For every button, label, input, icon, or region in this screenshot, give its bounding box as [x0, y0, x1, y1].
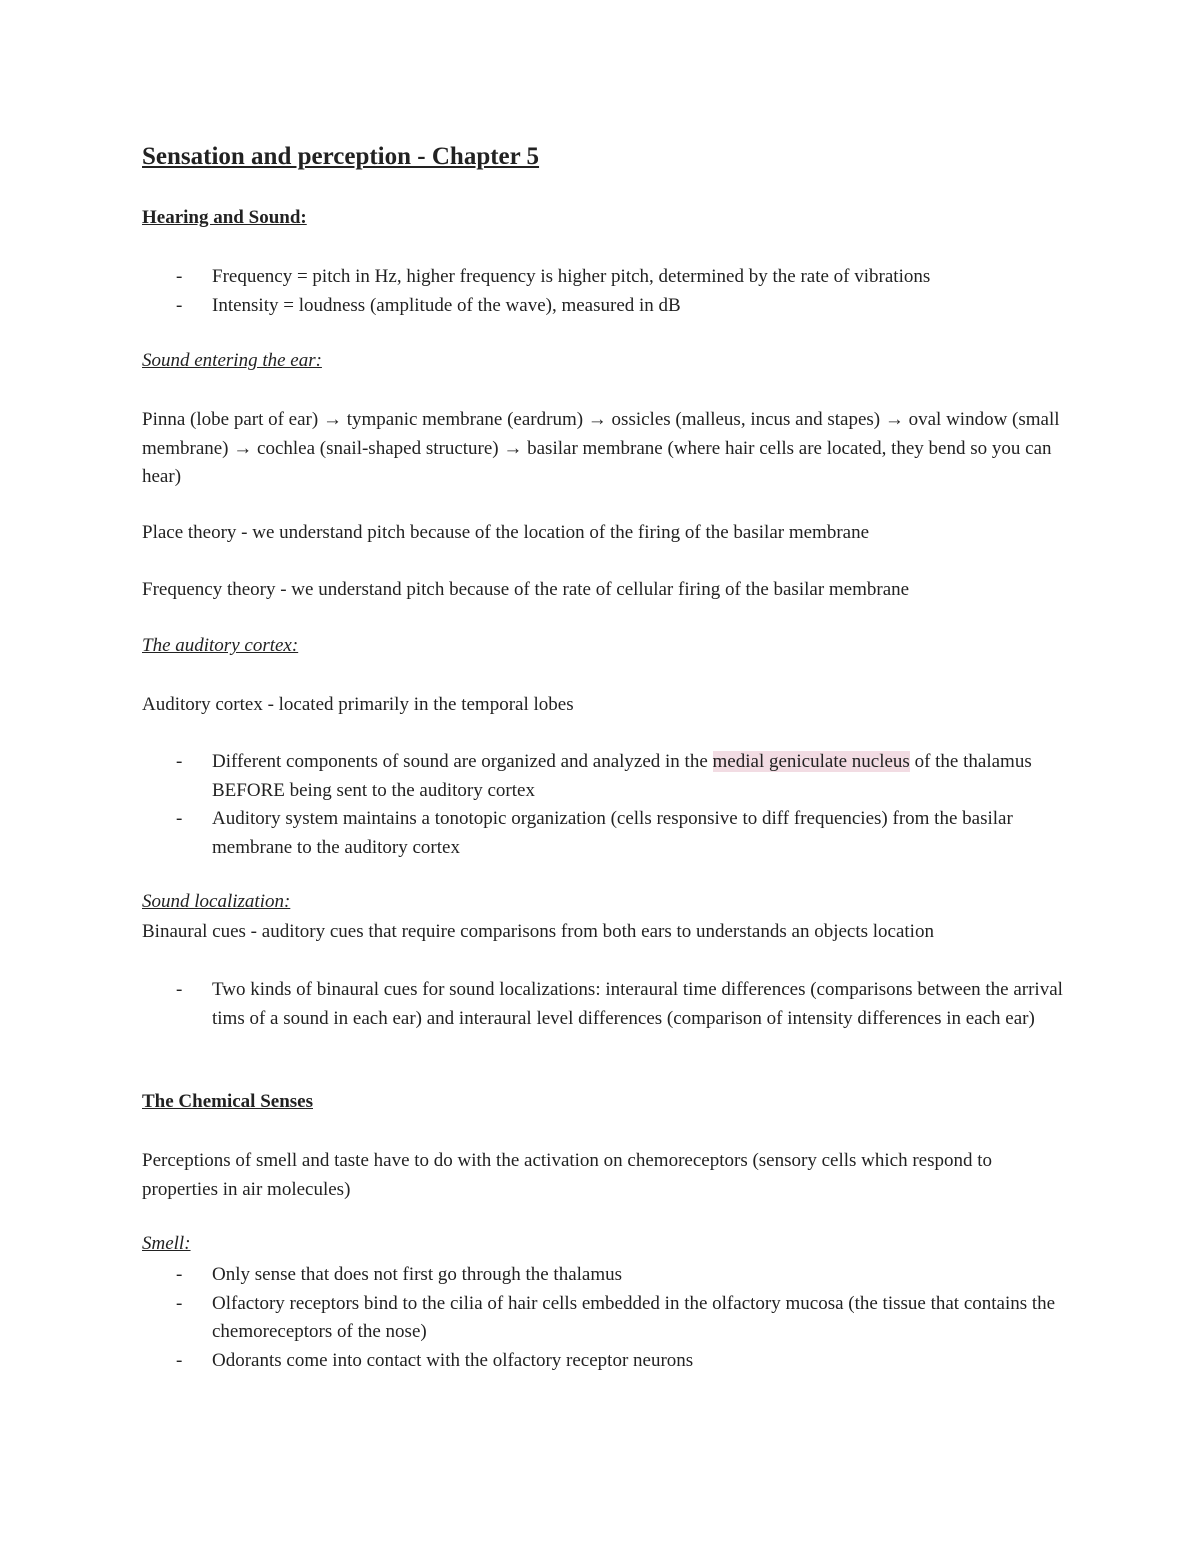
list-item [142, 1347, 1072, 1376]
bullet-marker: - [176, 1264, 183, 1285]
bullet-marker: - [176, 294, 183, 316]
auditory-cortex-heading: The auditory cortex: [142, 635, 299, 656]
hearing-list [142, 263, 1072, 320]
list-item-text: Auditory system maintains a tonotopic organization (cells responsive to diff frequencies) from the basilar membrane to the auditory cortex [212, 808, 1013, 858]
list-item-text: Olfactory receptors bind to the cilia of hair cells embedded in the olfactory mucosa (the tissue that contains the chemoreceptors of the nose) [212, 1292, 1056, 1342]
frequency-theory-paragraph: Frequency theory - we understand pitch because of the rate of cellular firing of the basilar membrane [142, 579, 910, 600]
sound-pathway-paragraph: Pinna (lobe part of ear) → tympanic membrane (eardrum) → ossicles (malleus, incus and stapes) → oval window (small membrane) → cochlea (snail-shaped structure) → basilar membrane (where hair cells are located, they bend so you can hear) [142, 409, 1060, 487]
highlighted-term: medial geniculate nucleus [712, 751, 910, 772]
list-item-text: Only sense that does not first go through the thalamus [212, 1264, 623, 1285]
sound-localization-heading: Sound localization: [142, 891, 291, 912]
list-item-text: Odorants come into contact with the olfactory receptor neurons [212, 1349, 694, 1371]
list-item [142, 1290, 1072, 1347]
bullet-marker: - [176, 979, 183, 1000]
chemical-senses-paragraph: Perceptions of smell and taste have to do with the activation on chemoreceptors (sensory cells which respond to properties in air molecules) [142, 1150, 993, 1200]
smell-list [142, 1261, 1072, 1375]
localization-list [142, 976, 1072, 1033]
bullet-marker: - [176, 751, 183, 772]
list-item-text-end: of the thalamus BEFORE being sent to the auditory cortex [212, 751, 1032, 801]
list-item [142, 805, 1072, 862]
list-item-text: Frequency = pitch in Hz, higher frequency is higher pitch, determined by the rate of vibrations [212, 266, 931, 287]
place-theory-paragraph: Place theory - we understand pitch because of the location of the firing of the basilar membrane [142, 522, 870, 543]
bullet-marker: - [176, 266, 183, 287]
bullet-marker: - [176, 1349, 183, 1371]
smell-heading: Smell: [142, 1233, 191, 1254]
list-item [142, 263, 1072, 292]
auditory-cortex-list [142, 748, 1072, 862]
list-item [142, 976, 1072, 1033]
sound-entering-heading: Sound entering the ear: [142, 350, 322, 371]
list-item [142, 292, 1072, 321]
hearing-heading: Hearing and Sound: [142, 207, 307, 228]
list-item-text: Two kinds of binaural cues for sound localizations: interaural time differences (comparisons between the arrival tims of a sound in each ear) and interaural level differences (comparison of intensity differences in each ear) [212, 979, 1063, 1029]
list-item [142, 1261, 1072, 1290]
document-title: Sensation and perception - Chapter 5 [142, 143, 540, 170]
chemical-senses-heading: The Chemical Senses [142, 1091, 313, 1112]
bullet-marker: - [176, 808, 183, 829]
binaural-cues-paragraph: Binaural cues - auditory cues that require comparisons from both ears to understands an objects location [142, 921, 934, 942]
list-item-text: Intensity = loudness (amplitude of the wave), measured in dB [212, 294, 681, 316]
list-item-text-start: Different components of sound are organized and analyzed in the [212, 751, 713, 772]
list-item [142, 748, 1072, 805]
auditory-cortex-paragraph: Auditory cortex - located primarily in the temporal lobes [142, 694, 574, 715]
bullet-marker: - [176, 1292, 183, 1314]
